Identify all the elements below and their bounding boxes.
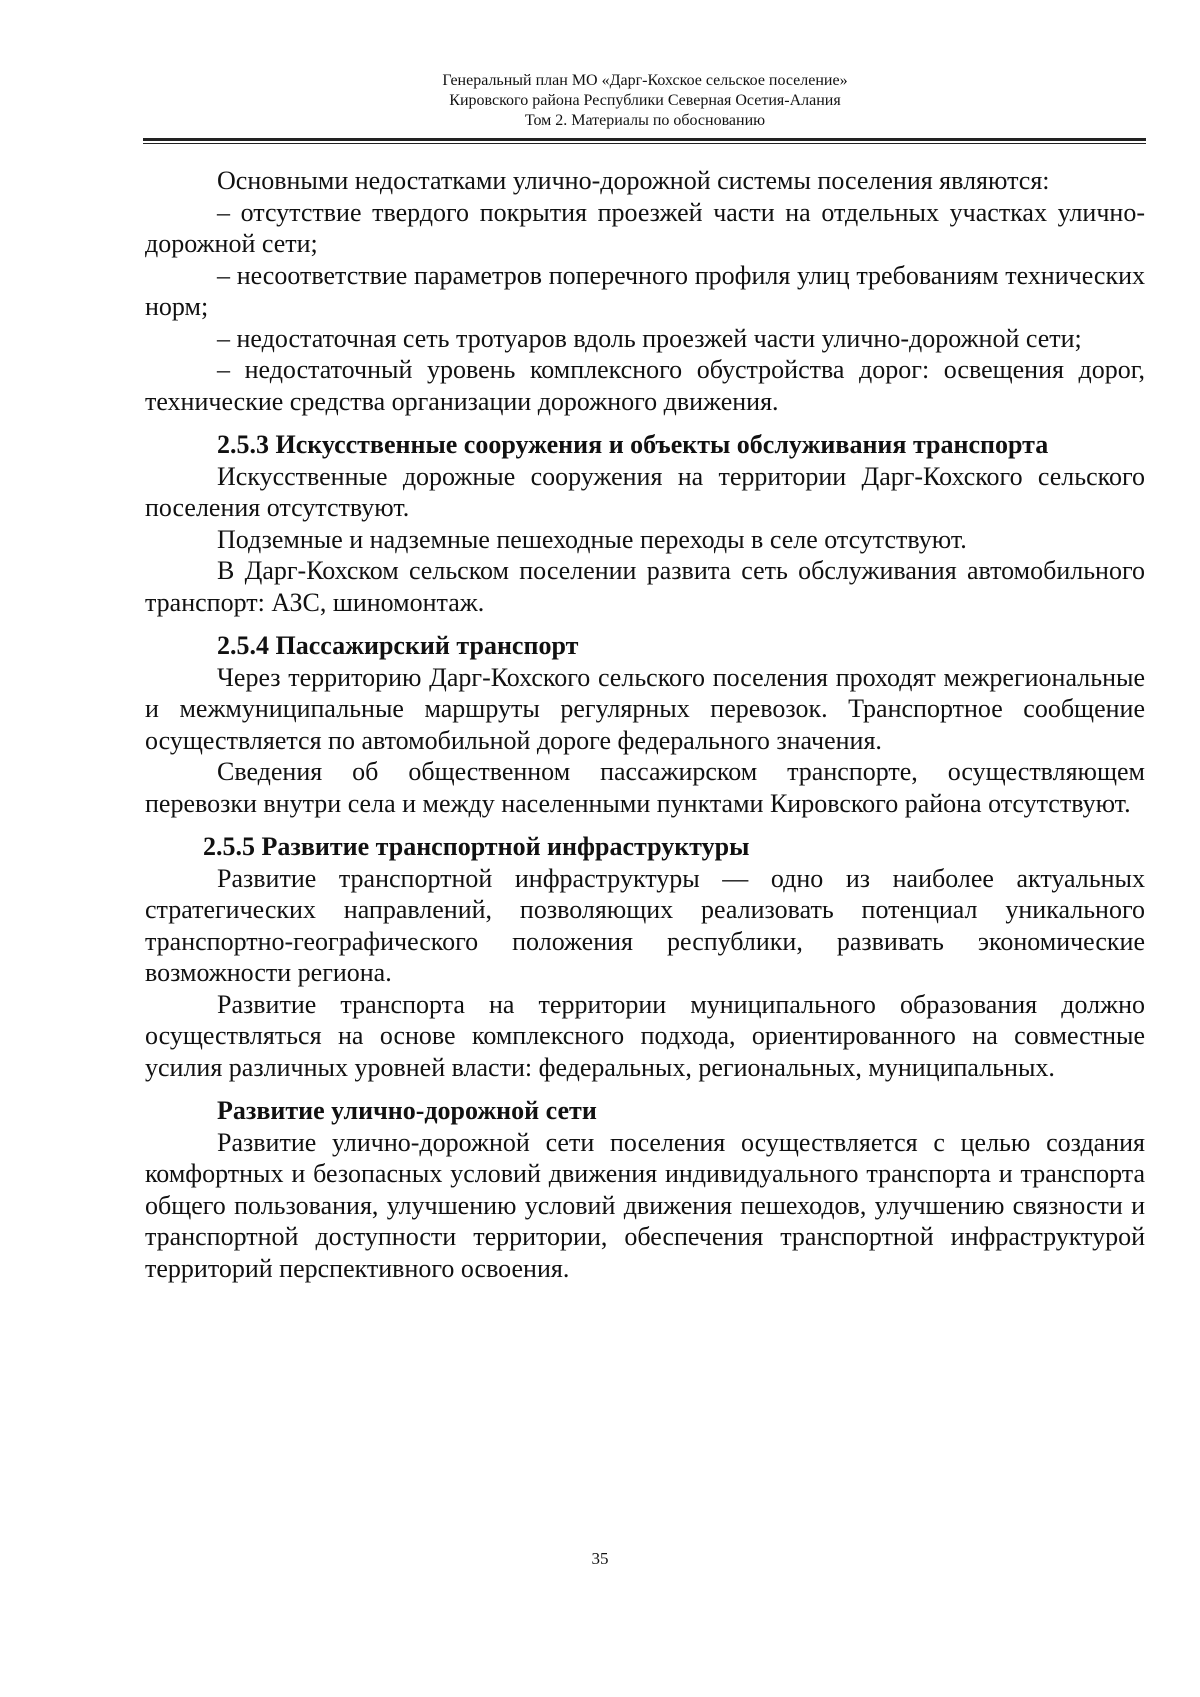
bullet-item-2: – несоответствие параметров поперечного профиля улиц требованиям технических норм; [145, 260, 1145, 321]
paragraph-deficiencies-intro: Основными недостатками улично-дорожной системы поселения являются: [217, 166, 1050, 195]
header-rule-thick [143, 138, 1146, 141]
heading-2-5-4: 2.5.4 Пассажирский транспорт [217, 631, 579, 660]
paragraph-public-transport: Сведения об общественном пассажирском транспорте, осуществляющем перевозки внутри села и между населенными пунктами Кировского района отсутствуют. [145, 757, 1145, 818]
running-header [145, 71, 1145, 131]
paragraph-transport-development: Развитие транспорта на территории муниципального образования должно осуществляться на основе комплексного подхода, ориентированного на совместные усилия различных уровней власти: федеральных, региональных, муниципальных. [145, 989, 1145, 1082]
header-line-3: Том 2. Материалы по обоснованию [524, 112, 766, 129]
page-number: 35 [591, 1549, 609, 1568]
bullet-item-1: – отсутствие твердого покрытия проезжей части на отдельных участках улично-дорожной сети; [145, 197, 1145, 258]
paragraph-infrastructure-development: Развитие транспортной инфраструктуры — одно из наиболее актуальных стратегических направлений, позволяющих реализовать потенциал уникального транспортно-географического положения республики, развивать экономические возможности региона. [145, 863, 1145, 987]
header-line-2: Кировского района Республики Северная Осетия-Алания [449, 92, 841, 109]
header-line-1: Генеральный план МО «Дарг-Кохское сельское поселение» [442, 72, 848, 89]
heading-road-network: Развитие улично-дорожной сети [217, 1096, 597, 1125]
heading-2-5-5: 2.5.5 Развитие транспортной инфраструктуры [203, 832, 750, 861]
header-rule-thin [143, 143, 1146, 144]
heading-2-5-3: 2.5.3 Искусственные сооружения и объекты обслуживания транспорта [217, 430, 1049, 459]
document-body [145, 165, 1145, 1284]
bullet-item-4: – недостаточный уровень комплексного обустройства дорог: освещения дорог, технические средства организации дорожного движения. [145, 355, 1145, 416]
paragraph-routes: Через территорию Дарг-Кохского сельского поселения проходят межрегиональные и межмуниципальные маршруты регулярных перевозок. Транспортное сообщение осуществляется по автомобильной дороге федерального значения. [145, 662, 1145, 755]
bullet-item-3: – недостаточная сеть тротуаров вдоль проезжей части улично-дорожной сети; [217, 323, 1082, 353]
paragraph-road-network-development: Развитие улично-дорожной сети поселения осуществляется с целью создания комфортных и безопасных условий движения индивидуального транспорта и транспорта общего пользования, улучшению условий движения пешеходов, улучшению связности и транспортной доступности территории, обеспечения транспортной инфраструктурой территорий перспективного освоения. [145, 1127, 1145, 1283]
paragraph-artificial-structures: Искусственные дорожные сооружения на территории Дарг-Кохского сельского поселения отсутствуют. [145, 461, 1145, 522]
paragraph-crossings: Подземные и надземные пешеходные переходы в селе отсутствуют. [217, 524, 967, 554]
paragraph-service-network: В Дарг-Кохском сельском поселении развита сеть обслуживания автомобильного транспорт: АЗС, шиномонтаж. [145, 556, 1145, 617]
